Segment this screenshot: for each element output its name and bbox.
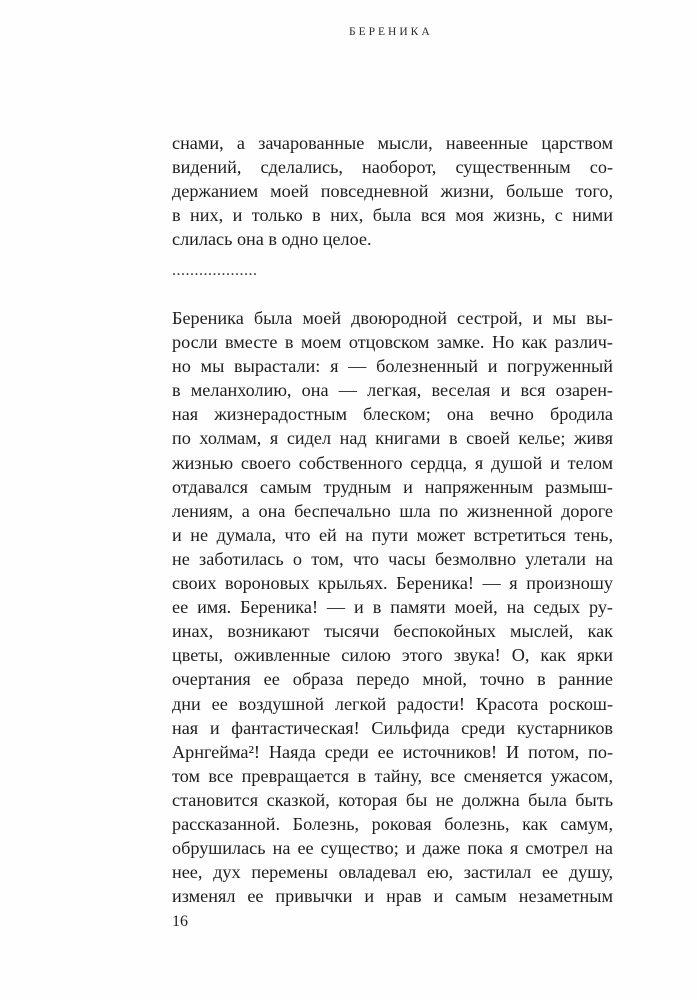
text-line: жизнью своего собственного сердца, я душой и телом	[172, 452, 613, 473]
text-line: своих вороновых крыльях. Береника! — я произношу	[172, 573, 613, 594]
text-line: и не думала, что ей на пути может встретиться тень,	[172, 524, 613, 545]
text-line: в меланхолию, она — легкая, веселая и вся озарен-	[172, 380, 613, 401]
text-line: обрушилась на ее существо; и даже пока я смотрел на	[172, 838, 613, 859]
text-line: ная жизнерадостным блеском; она вечно бродила	[172, 404, 613, 425]
page-number: 16	[172, 913, 188, 930]
text-line: нее, дух перемены овладевал ею, застилал ее душу,	[172, 862, 613, 883]
text-line: ее имя. Береника! — и в памяти моей, на седых ру-	[172, 597, 613, 618]
text-line: становится сказкой, которая бы не должна была быть	[172, 789, 613, 810]
text-line: отдавался самым трудным и напряженным размыш-	[172, 476, 613, 497]
paragraph-main	[172, 306, 613, 908]
running-head: БЕРЕНИКА	[349, 26, 433, 38]
text-line: инах, возникают тысячи беспокойных мыслей, как	[172, 621, 613, 642]
section-divider: ...................	[172, 262, 258, 279]
text-line: очертания ее образа передо мной, точно в ранние	[172, 669, 613, 690]
text-line: держанием моей повседневной жизни, больше того,	[172, 181, 613, 202]
text-line: росли вместе в моем отцовском замке. Но как различ-	[172, 332, 613, 353]
text-line: по холмам, я сидел над книгами в своей келье; живя	[172, 428, 613, 449]
text-line: лениям, а она беспечально шла по жизненной дороге	[172, 500, 613, 521]
text-line: цветы, оживленные силою этого звука! О, как ярки	[172, 645, 613, 666]
text-line: слилась она в одно целое.	[172, 229, 372, 250]
text-line: не заботилась о том, что часы безмолвно улетали на	[172, 548, 613, 569]
text-line: видений, сделались, наоборот, существенным со-	[172, 157, 613, 178]
text-line: снами, а зачарованные мысли, навеенные царством	[172, 133, 613, 153]
text-line: том все превращается в тайну, все сменяется ужасом,	[172, 765, 613, 786]
text-line: изменял ее привычки и нрав и самым незаметным	[172, 886, 613, 907]
text-line: Береника была моей двоюродной сестрой, и мы вы-	[172, 308, 613, 328]
paragraph-top	[172, 131, 613, 251]
text-line: ная и фантастическая! Сильфида среди кустарников	[172, 717, 613, 738]
text-line: рассказанной. Болезнь, роковая болезнь, как самум,	[172, 813, 613, 834]
text-line: дни ее воздушной легкой радости! Красота роскош-	[172, 693, 613, 714]
text-line: Арнгейма²! Наяда среди ее источников! И потом, по-	[172, 741, 613, 762]
text-line: в них, и только в них, была вся моя жизнь, с ними	[172, 205, 613, 226]
text-line: но мы вырастали: я — болезненный и погруженный	[172, 356, 613, 377]
